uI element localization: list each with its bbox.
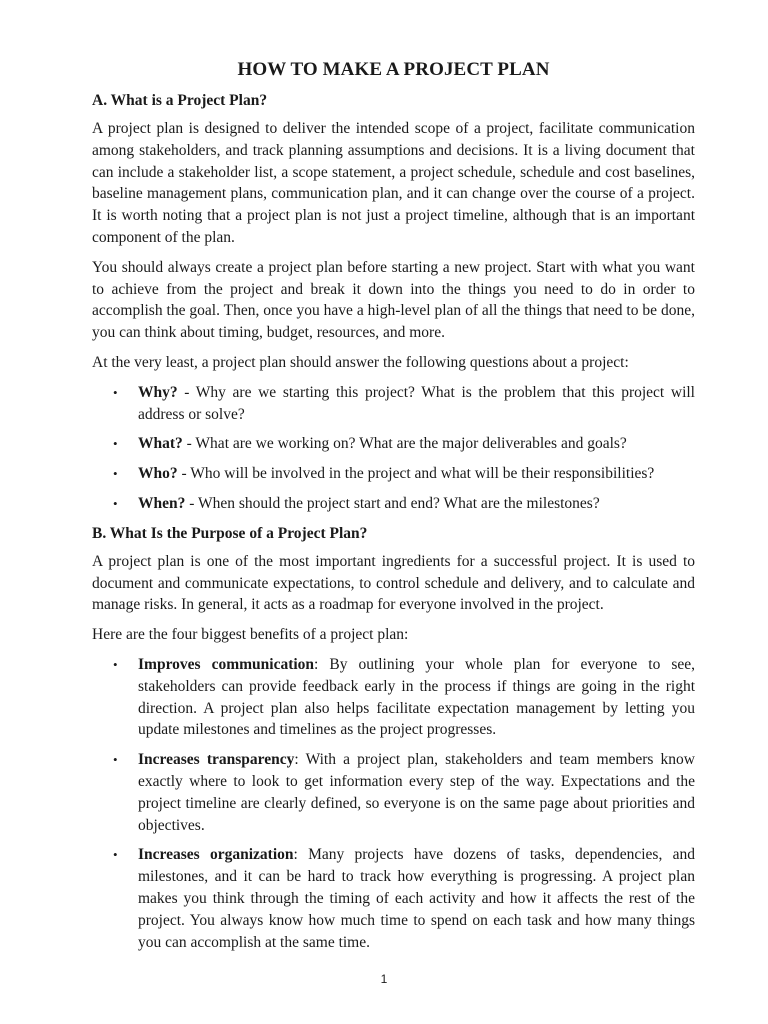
list-item-term: Why? <box>138 383 178 401</box>
list-item <box>113 654 695 741</box>
list-item <box>113 844 695 953</box>
bullet-icon: • <box>113 436 118 452</box>
page-number: 1 <box>380 972 388 986</box>
section-a-paragraph: A project plan is designed to deliver the intended scope of a project, facilitate communication among stakeholders, and track planning assumptions and decisions. It is a living document that can include a stakeholder list, a scope statement, a project schedule, schedule and cost baselines, baseline management plans, communication plan, and it can change over the course of a project. It is worth noting that a project plan is not just a project timeline, although that is an important component of the plan. <box>92 120 695 246</box>
bullet-icon: • <box>113 752 118 768</box>
list-item-text: : With a project plan, stakeholders and team members know exactly where to look to get information every step of the way. Expectations and the project timeline are clearly defined, so everyone is on the same page about priorities and objectives. <box>138 751 695 834</box>
bullet-icon: • <box>113 847 118 863</box>
list-item-term: Improves communication <box>138 655 315 673</box>
section-a-paragraph: At the very least, a project plan should answer the following questions about a project: <box>92 353 629 371</box>
questions-list <box>92 382 695 515</box>
list-item-text: : Many projects have dozens of tasks, dependencies, and milestones, and it can be hard to track how everything is progressing. A project plan makes you think through the timing of each activity and how it affects the rest of the project. You always know how much time to spend on each task and how many things you can accomplish at the same time. <box>138 846 695 951</box>
list-item-text: - Why are we starting this project? What is the problem that this project will address or solve? <box>138 383 695 423</box>
bullet-icon: • <box>113 384 118 400</box>
list-item <box>113 493 695 515</box>
list-item-text: - Who will be involved in the project and what will be their responsibilities? <box>177 465 655 483</box>
list-item <box>113 382 695 426</box>
list-item-text: - What are we working on? What are the major deliverables and goals? <box>182 435 627 453</box>
list-item-text: - When should the project start and end? What are the milestones? <box>185 494 600 512</box>
bullet-icon: • <box>113 656 118 672</box>
list-item-term: Who? <box>138 465 178 483</box>
section-b-heading: B. What Is the Purpose of a Project Plan? <box>92 524 368 542</box>
list-item-term: When? <box>138 494 186 512</box>
section-a-heading: A. What is a Project Plan? <box>92 92 268 109</box>
section-b-paragraph: A project plan is one of the most important ingredients for a successful project. It is used to document and communicate expectations, to control schedule and delivery, and to calculate and manage risks. In general, it acts as a roadmap for everyone involved in the project. <box>92 552 695 614</box>
benefits-list <box>92 654 695 953</box>
bullet-icon: • <box>113 466 118 482</box>
bullet-icon: • <box>113 495 118 511</box>
list-item <box>113 433 695 455</box>
list-item <box>113 463 695 485</box>
list-item-term: Increases transparency <box>138 751 295 769</box>
list-item-text: : By outlining your whole plan for everyone to see, stakeholders can provide feedback early in the process if things are going in the right direction. A project plan also helps facilitate expectation management by letting you update milestones and timelines as the project progresses. <box>138 655 695 739</box>
section-a-paragraph: You should always create a project plan before starting a new project. Start with what you want to achieve from the project and break it down into the things you need to do in order to accomplish the goal. Then, once you have a high-level plan of all the things that need to be done, you can think about timing, budget, resources, and more. <box>92 258 695 342</box>
list-item <box>113 749 695 836</box>
document-title: HOW TO MAKE A PROJECT PLAN <box>237 59 550 80</box>
section-b-paragraph: Here are the four biggest benefits of a project plan: <box>92 626 409 644</box>
list-item-term: Increases organization <box>138 846 294 864</box>
list-item-term: What? <box>138 435 183 453</box>
